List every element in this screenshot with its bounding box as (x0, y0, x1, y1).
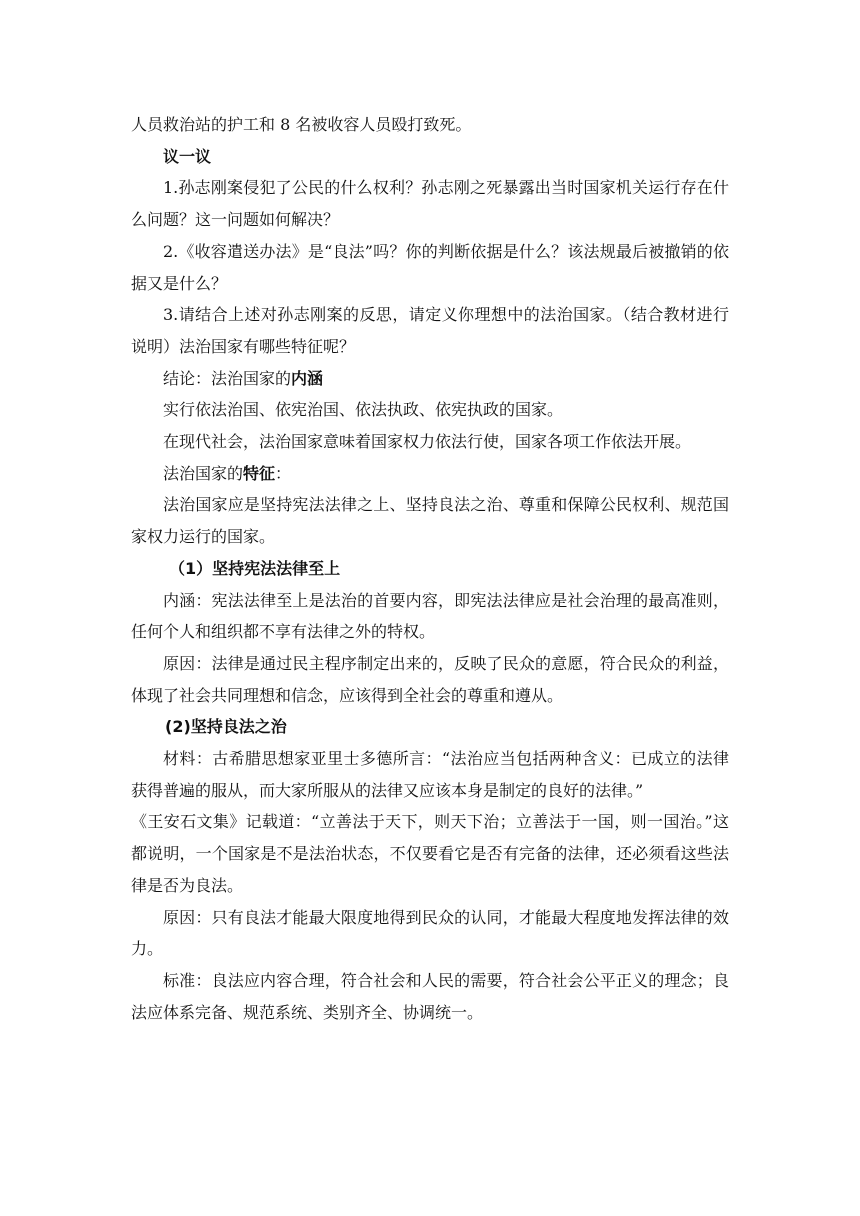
question-3: 3.请结合上述对孙志刚案的反思，请定义你理想中的法治国家。（结合教材进行说明）法治国家有哪些特征呢？ (131, 305, 729, 356)
feature-bold: 特征 (243, 463, 276, 483)
subsection-heading: （1）坚持宪法法律至上 (169, 558, 341, 578)
conclusion-line (131, 363, 729, 395)
paragraph: 标准：良法应内容合理，符合社会和人民的需要，符合社会公平正义的理念；良法应体系完备、规范系统、类别齐全、协调统一。 (131, 970, 729, 1022)
paragraph: 法治国家应是坚持宪法法律之上、坚持良法之治、尊重和保障公民权利、规范国家权力运行的国家。 (131, 495, 729, 547)
feature-suffix: ： (275, 463, 292, 483)
feature-prefix: 法治国家的 (163, 463, 244, 483)
paragraph: 原因：法律是通过民主程序制定出来的，反映了民众的意愿，符合民众的利益，体现了社会共同理想和信念，应该得到全社会的尊重和遵从。 (131, 653, 729, 705)
paragraph: 内涵：宪法法律至上是法治的首要内容，即宪法法律应是社会治理的最高准则，任何个人和组织都不享有法律之外的特权。 (131, 590, 729, 642)
document-page (131, 109, 729, 1028)
paragraph: 实行依法治国、依宪治国、依法执政、依宪执政的国家。 (163, 400, 564, 420)
conclusion-bold: 内涵 (291, 368, 324, 388)
conclusion-prefix: 结论：法治国家的 (163, 368, 292, 388)
question-2: 2.《收容遣送办法》是“良法”吗？你的判断依据是什么？该法规最后被撤销的依据又是什么？ (131, 241, 729, 293)
paragraph: 人员救治站的护工和 8 名被收容人员殴打致死。 (131, 115, 472, 134)
subsection-heading: (2)坚持良法之治 (165, 717, 287, 737)
feature-line (131, 458, 729, 490)
paragraph: 在现代社会，法治国家意味着国家权力依法行使，国家各项工作依法开展。 (163, 432, 692, 452)
paragraph: 原因：只有良法才能最大限度地得到民众的认同，才能最大程度地发挥法律的效力。 (131, 907, 729, 959)
section-heading: 议一议 (163, 146, 212, 166)
paragraph: 材料：古希腊思想家亚里士多德所言：“法治应当包括两种含义：已成立的法律获得普遍的服从，而大家所服从的法律又应该本身是制定的良好的法律。” (131, 749, 729, 800)
paragraph: 《王安石文集》记载道：“立善法于天下，则天下治；立善法于一国，则一国治。”这都说明，一个国家是不是法治状态，不仅要看它是否有完备的法律，还必须看这些法律是否为良法。 (131, 812, 729, 895)
question-1: 1.孙志刚案侵犯了公民的什么权利？孙志刚之死暴露出当时国家机关运行存在什么问题？这一问题如何解决？ (131, 178, 729, 230)
